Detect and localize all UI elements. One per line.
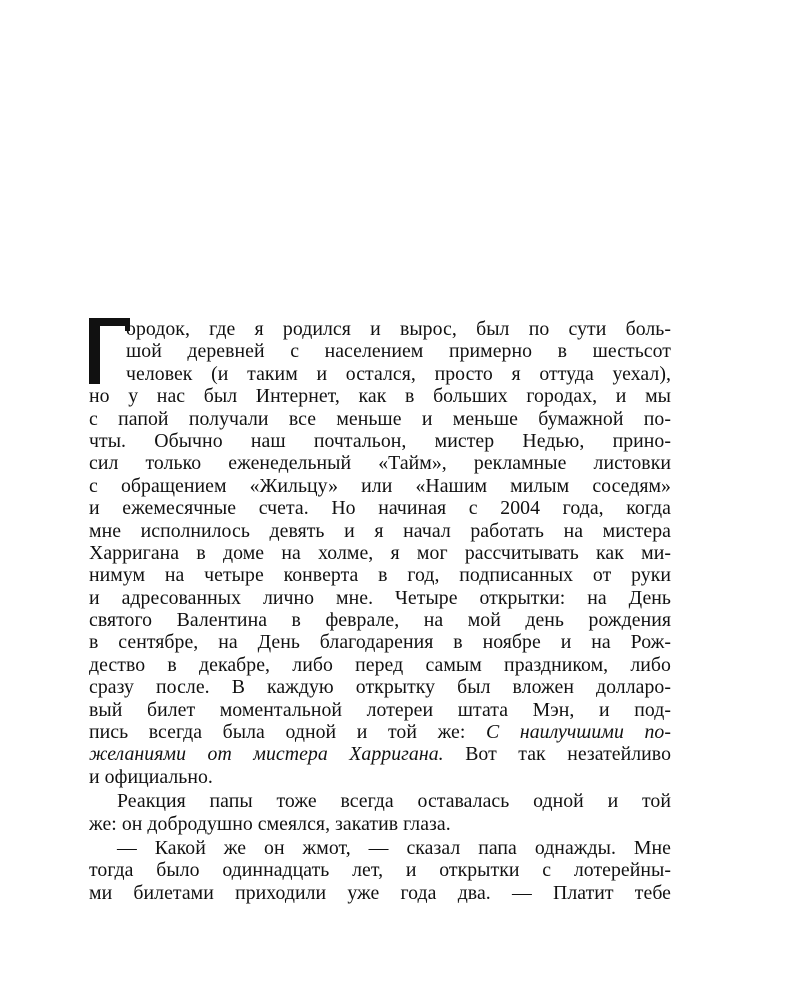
italic-segment: С наилучшими по- bbox=[486, 721, 671, 744]
text-line: чты. Обычно наш почтальон, мистер Недью, прино- bbox=[89, 429, 671, 452]
italic-segment: желаниями от мистера Харригана. bbox=[89, 743, 444, 766]
body-text bbox=[89, 318, 671, 904]
text-line: — Какой же он жмот, — сказал папа однажды. Мне bbox=[117, 836, 671, 859]
text-line: и ежемесячные счета. Но начиная с 2004 года, когда bbox=[89, 497, 671, 520]
text-line: с папой получали все меньше и меньше бумажной по- bbox=[89, 407, 671, 430]
text-line: дество в декабре, либо перед самым праздником, либо bbox=[89, 653, 671, 676]
text-line bbox=[89, 743, 671, 765]
text-line: человек (и таким и остался, просто я оттуда уехал), bbox=[126, 362, 671, 385]
text-line: и официально. bbox=[89, 765, 213, 788]
text-line: с обращением «Жильцу» или «Нашим милым соседям» bbox=[89, 474, 671, 497]
text-line: ородок, где я родился и вырос, был по сути боль- bbox=[126, 318, 671, 340]
text-line bbox=[89, 721, 671, 743]
text-line: вый билет моментальной лотереи штата Мэн, и под- bbox=[89, 698, 671, 721]
text-line: но у нас был Интернет, как в больших городах, и мы bbox=[89, 385, 671, 408]
text-line: Реакция папы тоже всегда оставалась одной и той bbox=[117, 790, 671, 813]
text-line: и адресованных лично мне. Четыре открытки: на День bbox=[89, 586, 671, 609]
text-line: нимум на четыре конверта в год, подписанных от руки bbox=[89, 564, 671, 587]
text-line: шой деревней с населением примерно в шестьсот bbox=[126, 340, 671, 363]
text-line: сразу после. В каждую открытку был вложен долларо- bbox=[89, 676, 671, 699]
text-line: ми билетами приходили уже года два. — Платит тебе bbox=[89, 881, 671, 904]
text-line: Харригана в доме на холме, я мог рассчитывать как ми- bbox=[89, 541, 671, 564]
text-line: тогда было одиннадцать лет, и открытки с лотерейны- bbox=[89, 859, 671, 882]
text-line: сил только еженедельный «Тайм», рекламные листовки bbox=[89, 452, 671, 475]
text-line: мне исполнилось девять и я начал работать на мистера bbox=[89, 519, 671, 542]
text-line: святого Валентина в феврале, на мой день рождения bbox=[89, 609, 671, 632]
text-segment: Вот так незатейливо bbox=[465, 743, 671, 766]
text-line: в сентябре, на День благодарения в ноябре и на Рож- bbox=[89, 631, 671, 654]
text-line: же: он добродушно смеялся, закатив глаза. bbox=[89, 812, 451, 835]
text-segment: пись всегда была одной и той же: bbox=[89, 721, 466, 744]
